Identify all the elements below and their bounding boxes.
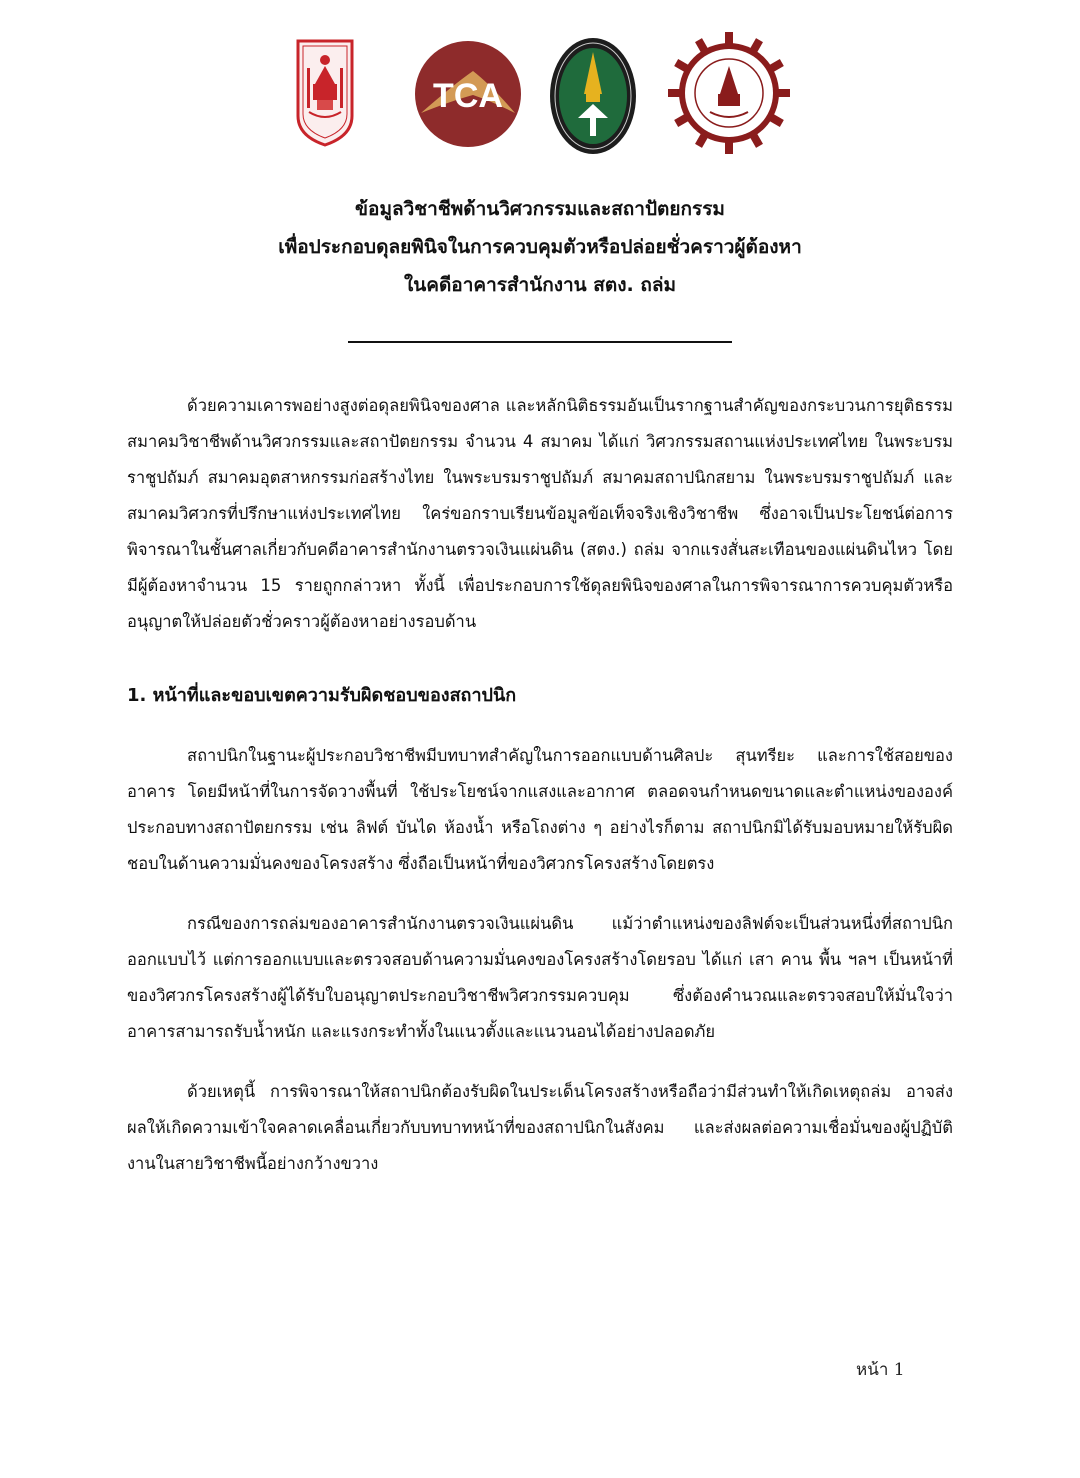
- tca-mountain-icon: [413, 39, 523, 149]
- header-logos: [0, 30, 1080, 160]
- svg-text:TCA: TCA: [433, 77, 503, 115]
- pagoda-emblem-icon: [548, 36, 638, 156]
- document-title: [120, 190, 960, 304]
- asa-seal-logo: [548, 36, 638, 156]
- title-line-2: เพื่อประกอบดุลยพินิจในการควบคุมตัวหรือปล่อยชั่วคราวผู้ต้องหา: [278, 236, 802, 258]
- tca-logo: [413, 39, 523, 149]
- document-body: [127, 388, 953, 1182]
- section-1-heading: 1. หน้าที่และขอบเขตความรับผิดชอบของสถาปนิก: [127, 685, 517, 706]
- title-line-3: ในคดีอาคารสำนักงาน สตง. ถล่ม: [403, 274, 676, 296]
- intro-paragraph: ด้วยความเคารพอย่างสูงต่อดุลยพินิจของศาล และหลักนิติธรรมอันเป็นรากฐานสำคัญของกระบวนการยุติธรรม สมาคมวิชาชีพด้านวิศวกรรมและสถาปัตยกรรม จำนวน 4 สมาคม ได้แก่ วิศวกรรมสถานแห่งประเทศไทย ในพระบรมราชูปถัมภ์ สมาคมอุตสาหกรรมก่อสร้างไทย ในพระบรมราชูปถัมภ์ สมาคมสถาปนิกสยาม ในพระบรมราชูปถัมภ์ และสมาคมวิศวกรที่ปรึกษาแห่งประเทศไทย ใคร่ขอกราบเรียนข้อมูลข้อเท็จจริงเชิงวิชาชีพ ซึ่งอาจเป็นประโยชน์ต่อการพิจารณาในชั้นศาลเกี่ยวกับคดีอาคารสำนักงานตรวจเงินแผ่นดิน (สตง.) ถล่ม จากแรงสั่นสะเทือนของแผ่นดินไหว โดยมีผู้ต้องหาจำนวน 15 รายถูกกล่าวหา ทั้งนี้ เพื่อประกอบการใช้ดุลยพินิจของศาลในการพิจารณาการควบคุมตัวหรืออนุญาตให้ปล่อยตัวชั่วคราวผู้ต้องหาอย่างรอบด้าน: [127, 396, 953, 631]
- cea-seal-logo: [668, 32, 790, 154]
- title-divider: [348, 341, 732, 343]
- page-number: หน้า 1: [856, 1360, 905, 1380]
- gear-emblem-icon: [668, 32, 790, 154]
- section-1-paragraph-2: กรณีของการถล่มของอาคารสำนักงานตรวจเงินแผ่นดิน แม้ว่าตำแหน่งของลิฟต์จะเป็นส่วนหนึ่งที่สถาปนิกออกแบบไว้ แต่การออกแบบและตรวจสอบด้านความมั่นคงของโครงสร้างโดยรอบ ได้แก่ เสา คาน พื้น ฯลฯ เป็นหน้าที่ของวิศวกรโครงสร้างผู้ได้รับใบอนุญาตประกอบวิชาชีพวิศวกรรมควบคุม ซึ่งต้องคำนวณและตรวจสอบให้มั่นใจว่าอาคารสามารถรับน้ำหนัก และแรงกระทำทั้งในแนวตั้งและแนวนอนได้อย่างปลอดภัย: [127, 914, 953, 1041]
- section-1-paragraph-3: ด้วยเหตุนี้ การพิจารณาให้สถาปนิกต้องรับผิดในประเด็นโครงสร้างหรือถือว่ามีส่วนทำให้เกิดเหตุถล่ม อาจส่งผลให้เกิดความเข้าใจคลาดเคลื่อนเกี่ยวกับบทบาทหน้าที่ของสถาปนิกในสังคม และส่งผลต่อความเชื่อมั่นของผู้ปฏิบัติงานในสายวิชาชีพนี้อย่างกว้างขวาง: [127, 1082, 953, 1173]
- eit-seal-logo: [295, 38, 355, 148]
- section-1-paragraph-1: สถาปนิกในฐานะผู้ประกอบวิชาชีพมีบทบาทสำคัญในการออกแบบด้านศิลปะ สุนทรียะ และการใช้สอยของอาคาร โดยมีหน้าที่ในการจัดวางพื้นที่ ใช้ประโยชน์จากแสงและอากาศ ตลอดจนกำหนดขนาดและตำแหน่งขององค์ประกอบทางสถาปัตยกรรม เช่น ลิฟต์ บันได ห้องน้ำ หรือโถงต่าง ๆ อย่างไรก็ตาม สถาปนิกมิได้รับมอบหมายให้รับผิดชอบในด้านความมั่นคงของโครงสร้าง ซึ่งถือเป็นหน้าที่ของวิศวกรโครงสร้างโดยตรง: [127, 746, 953, 873]
- temple-emblem-icon: [295, 38, 355, 148]
- title-line-1: ข้อมูลวิชาชีพด้านวิศวกรรมและสถาปัตยกรรม: [355, 198, 725, 220]
